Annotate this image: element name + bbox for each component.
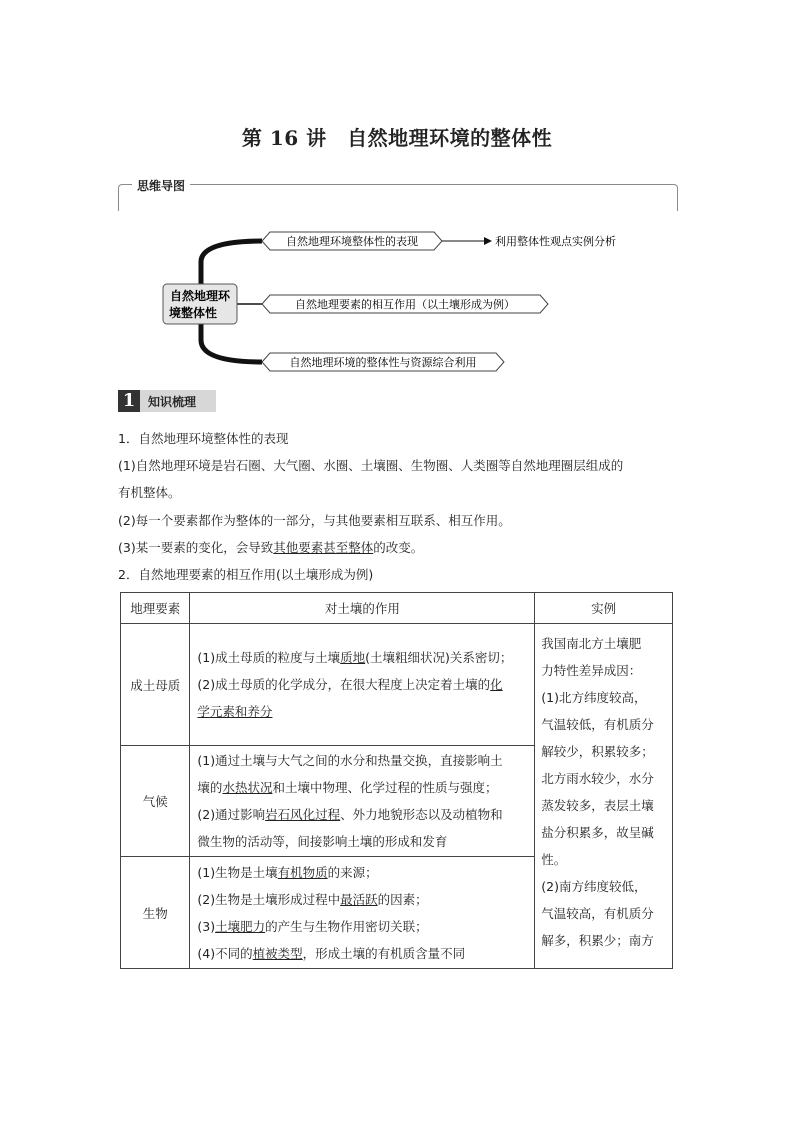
text-span: (1)成土母质的粒度与土壤: [197, 650, 341, 665]
text-span: 壤的: [197, 780, 223, 795]
factor-biology: 生物: [121, 857, 190, 969]
mindmap-root-line2: 境整体性: [168, 306, 218, 320]
table-header-row: [121, 593, 673, 624]
example-line: 解较少，积累较多；: [541, 744, 654, 759]
table-header-effect: 对土壤的作用: [190, 593, 535, 624]
text-span: (2)通过影响: [197, 807, 266, 822]
factor-climate: 气候: [121, 746, 190, 857]
underlined-term: 有机物质: [277, 864, 328, 880]
example-line: 气温较低，有机质分: [541, 717, 654, 732]
page-title: 第 16 讲 自然地理环境的整体性: [241, 126, 553, 150]
underlined-term: 水热状况: [222, 780, 273, 795]
effect-parent-material: [190, 624, 535, 746]
mindmap-label: 思维导图: [132, 177, 190, 194]
underlined-term: 质地: [340, 650, 366, 665]
paragraph-3-post: 的改变。: [373, 540, 424, 555]
example-line: 性。: [541, 852, 567, 867]
text-span: 的产生与生物作用密切关联；: [265, 918, 428, 934]
effect-line: [191, 801, 533, 828]
paragraph-3-pre: (3)某一要素的变化，会导致: [118, 540, 274, 555]
underlined-term: 植被类型: [252, 945, 303, 961]
effect-line: [191, 940, 533, 967]
underlined-term: 最活跃: [340, 891, 378, 907]
example-line: 北方雨水较少，水分: [541, 771, 654, 786]
text-span: (3): [197, 918, 216, 934]
text-span: ，形成土壤的有机质含量不同: [302, 945, 466, 961]
underlined-term: 岩石风化过程: [265, 807, 341, 822]
effect-biology: [190, 857, 535, 969]
example-cell: [535, 624, 673, 969]
text-span: (2)成土母质的化学成分，在很大程度上决定着土壤的: [197, 677, 491, 692]
example-line: (1)北方纬度较高，: [541, 690, 647, 705]
effect-line: [191, 913, 533, 940]
text-span: (土壤粗细状况)关系密切；: [365, 650, 513, 665]
heading-2: 2．自然地理要素的相互作用(以土壤形成为例): [118, 567, 374, 582]
text-span: (2)生物是土壤形成过程中: [197, 891, 341, 907]
paragraph-3-underline: 其他要素甚至整体: [273, 540, 374, 555]
mindmap-arrow-target: 利用整体性观点实例分析: [495, 235, 616, 248]
effect-line: 微生物的活动等，间接影响土壤的形成和发育: [197, 834, 448, 849]
text-span: 、外力地貌形态以及动植物和: [340, 807, 503, 822]
underlined-term: 土壤肥力: [215, 918, 266, 934]
section-number: 1: [118, 390, 140, 412]
heading-1: 1．自然地理环境整体性的表现: [118, 431, 289, 446]
mindmap-branch-3: 自然地理环境的整体性与资源综合利用: [289, 356, 477, 369]
underlined-term: 化: [490, 677, 503, 692]
table-row: [121, 624, 673, 746]
mindmap-branch-2: 自然地理要素的相互作用（以土壤形成为例）: [295, 298, 515, 311]
example-line: 气温较高，有机质分: [541, 906, 654, 921]
example-line: (2)南方纬度较低，: [541, 879, 647, 894]
mindmap-root-line1: 自然地理环: [169, 289, 231, 303]
table-header-factor: 地理要素: [121, 593, 190, 624]
effect-line: [191, 886, 533, 913]
effect-line: [191, 671, 533, 698]
example-line: 盐分积累多，故呈碱: [541, 825, 654, 840]
example-line: 解多，积累少；南方: [541, 933, 654, 948]
effect-line: [191, 859, 533, 886]
example-line: 力特性差异成因：: [541, 663, 642, 678]
mindmap-arrow-head: [484, 237, 492, 245]
paragraph-3: [118, 539, 423, 557]
effect-line: [191, 698, 533, 725]
effect-line: [191, 644, 533, 671]
text-span: 和土壤中物理、化学过程的性质与强度；: [272, 780, 498, 795]
text-span: (4)不同的: [197, 945, 253, 961]
paragraph-2: (2)每一个要素都作为整体的一部分，与其他要素相互联系、相互作用。: [118, 513, 511, 528]
paragraph-1-line-1: (1)自然地理环境是岩石圈、大气圈、水圈、土壤圈、生物圈、人类圈等自然地理圈层组成的: [118, 458, 624, 473]
section-title: 知识梳理: [148, 395, 197, 409]
mindmap-diagram: [0, 0, 794, 400]
effect-line: [191, 774, 533, 801]
soil-factor-table: [120, 592, 673, 969]
example-line: 我国南北方土壤肥: [541, 636, 642, 651]
text-span: 的因素；: [377, 891, 428, 907]
text-span: (1)生物是土壤: [197, 864, 278, 880]
factor-parent-material: 成土母质: [121, 624, 190, 746]
mindmap-branch-1: 自然地理环境整体性的表现: [286, 235, 418, 248]
example-line: 蒸发较多，表层土壤: [541, 798, 654, 813]
table-header-example: 实例: [535, 593, 673, 624]
underlined-term: 学元素和养分: [197, 704, 273, 719]
paragraph-1-line-2: 有机整体。: [118, 485, 181, 500]
effect-climate: [190, 746, 535, 857]
text-span: 的来源；: [327, 864, 378, 880]
effect-line: (1)通过土壤与大气之间的水分和热量交换，直接影响土: [197, 753, 503, 768]
